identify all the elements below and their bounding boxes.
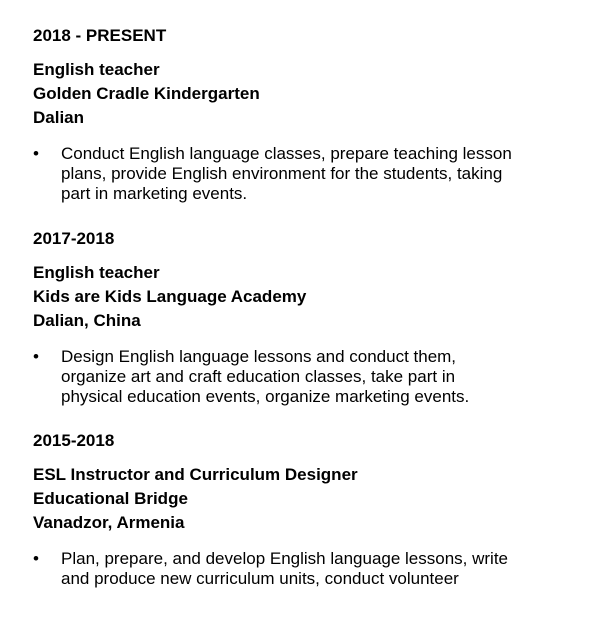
bullet-point-icon: •: [33, 549, 39, 568]
bullet-point-icon: •: [33, 144, 39, 163]
job-description-bullet: [33, 549, 583, 589]
job-title: English teacher: [33, 60, 160, 79]
description-line: part in marketing events.: [61, 184, 248, 203]
bullet-point-icon: •: [33, 347, 39, 366]
job-description: [61, 144, 577, 204]
experience-entry: [33, 431, 583, 589]
organization-name: Golden Cradle Kindergarten: [33, 84, 260, 103]
job-description-bullet: [33, 347, 583, 407]
entry-header: [33, 58, 583, 130]
job-location: Dalian, China: [33, 311, 141, 330]
description-line: Design English language lessons and conduct them,: [61, 347, 457, 366]
job-description: [61, 347, 577, 407]
description-line: Conduct English language classes, prepare teaching lesson: [61, 144, 512, 163]
job-location: Dalian: [33, 108, 85, 127]
entry-date: 2017-2018: [33, 229, 115, 248]
job-description: [61, 549, 577, 589]
description-line: plans, provide English environment for the students, taking: [61, 164, 503, 183]
description-line: physical education events, organize marketing events.: [61, 387, 470, 406]
job-description-bullet: [33, 144, 583, 204]
description-line: and produce new curriculum units, conduct volunteer: [61, 569, 459, 588]
job-location: Vanadzor, Armenia: [33, 513, 185, 532]
job-title: ESL Instructor and Curriculum Designer: [33, 465, 358, 484]
organization-name: Kids are Kids Language Academy: [33, 287, 307, 306]
job-title: English teacher: [33, 263, 160, 282]
experience-entry: [33, 229, 583, 407]
organization-name: Educational Bridge: [33, 489, 188, 508]
entry-date: 2015-2018: [33, 431, 115, 450]
description-line: Plan, prepare, and develop English language lessons, write: [61, 549, 509, 568]
entry-date: 2018 - PRESENT: [33, 26, 167, 45]
entry-header: [33, 261, 583, 333]
description-line: organize art and craft education classes, take part in: [61, 367, 456, 386]
experience-entry: [33, 26, 583, 204]
entry-header: [33, 463, 583, 535]
